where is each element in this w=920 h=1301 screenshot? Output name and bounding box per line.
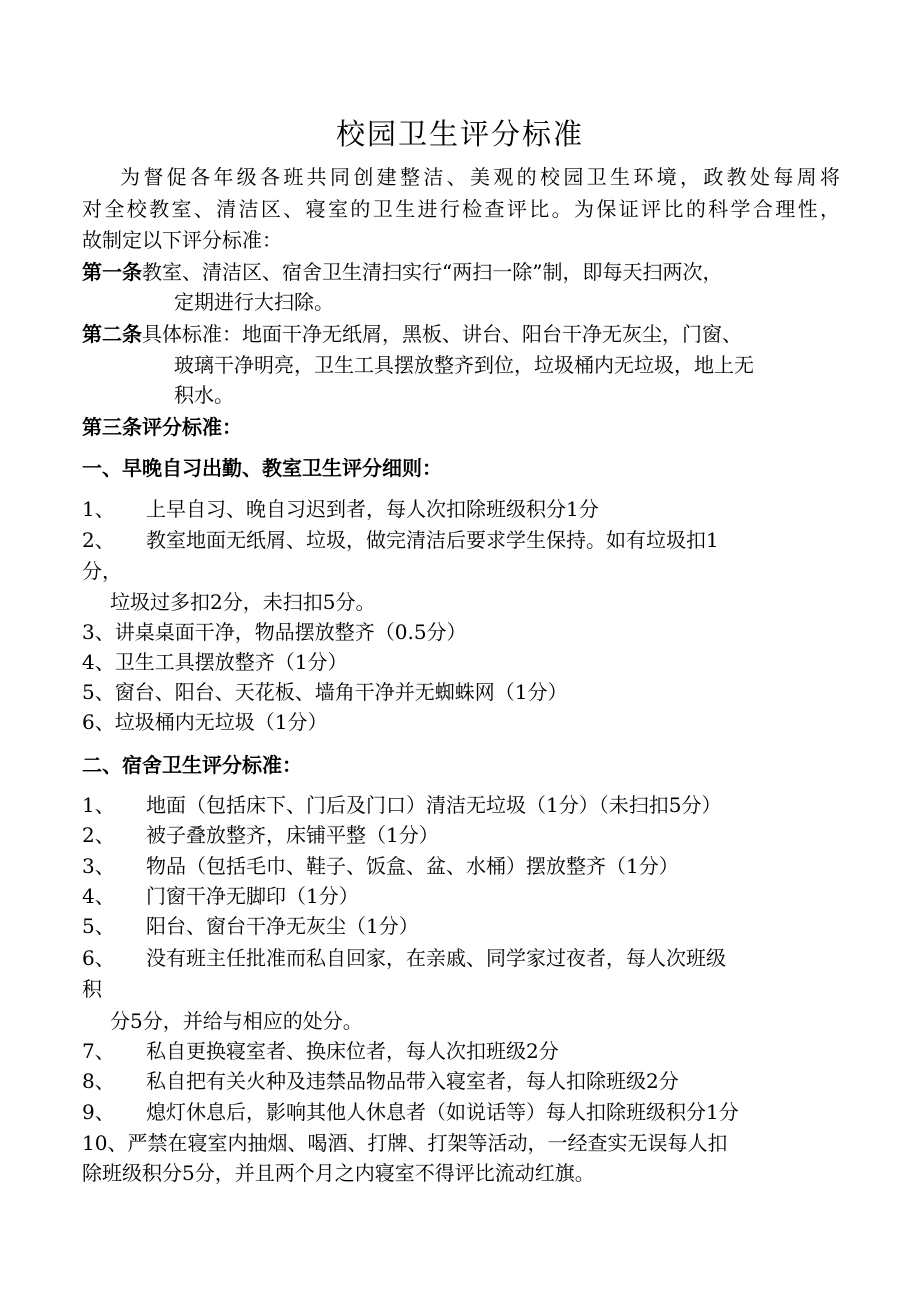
article-1 <box>82 257 722 287</box>
sec2-item-5 <box>82 911 419 941</box>
sec2-item-10-continuation: 除班级积分5分，并且两个月之内寝室不得评比流动红旗。 <box>82 1161 595 1185</box>
article-1-text: 教室、清洁区、宿舍卫生清扫实行“两扫一除”制，即每天扫两次， <box>142 260 723 284</box>
item-number: 3、 <box>82 620 115 644</box>
sec1-item-3 <box>82 617 467 647</box>
item-number: 5、 <box>82 680 115 704</box>
sec2-item-6-wrap: 积 <box>82 977 102 1001</box>
item-text: 严禁在寝室内抽烟、喝酒、打牌、打架等活动，一经查实无误每人扣 <box>127 1131 728 1155</box>
item-number: 7、 <box>82 1039 115 1063</box>
sec1-item-4 <box>82 647 347 677</box>
sec2-item-8 <box>82 1066 679 1096</box>
intro-line-2: 对全校教室、清洁区、寝室的卫生进行检查评比。为保证评比的科学合理性， <box>82 197 840 221</box>
sec1-item-2-continuation: 垃圾过多扣2分，未扫扣5分。 <box>110 590 376 614</box>
sec2-item-1 <box>82 790 721 820</box>
item-number: 1、 <box>82 793 115 817</box>
item-number: 6、 <box>82 710 115 734</box>
article-2-text: 具体标准：地面干净无纸屑，黑板、讲台、阳台干净无灰尘，门窗、 <box>142 322 742 346</box>
item-number: 5、 <box>82 914 115 938</box>
sec2-item-2 <box>82 820 439 850</box>
item-number: 4、 <box>82 650 115 674</box>
sec2-item-6-continuation: 分5分，并给与相应的处分。 <box>110 1009 363 1033</box>
item-text: 门窗干净无脚印（1分） <box>146 884 359 908</box>
sec2-item-7 <box>82 1036 559 1066</box>
item-text: 阳台、窗台干净无灰尘（1分） <box>146 914 419 938</box>
item-text: 垃圾桶内无垃圾（1分） <box>114 710 328 734</box>
item-text: 没有班主任批准而私自回家，在亲戚、同学家过夜者，每人次班级 <box>146 946 726 970</box>
item-text: 熄灯休息后，影响其他人休息者（如说话等）每人扣除班级积分1分 <box>146 1100 739 1124</box>
sec1-item-2 <box>82 525 719 555</box>
item-number: 1、 <box>82 497 115 521</box>
article-2 <box>82 319 742 349</box>
section-1-heading: 一、早晚自习出勤、教室卫生评分细则： <box>82 456 442 480</box>
article-3-heading: 第三条评分标准： <box>82 415 242 439</box>
sec1-item-6 <box>82 707 327 737</box>
sec1-item-1 <box>82 494 599 524</box>
intro-line-3: 故制定以下评分标准： <box>82 228 282 252</box>
sec2-item-4 <box>82 881 359 911</box>
article-1-label: 第一条 <box>82 260 142 284</box>
sec1-item-2-wrap: 分， <box>82 559 122 583</box>
item-number: 9、 <box>82 1100 115 1124</box>
sec2-item-6 <box>82 943 726 973</box>
article-1-continuation: 定期进行大扫除。 <box>174 290 334 314</box>
sec2-item-9 <box>82 1097 739 1127</box>
item-text: 私自把有关火种及违禁品物品带入寝室者，每人扣除班级2分 <box>146 1069 679 1093</box>
item-number: 2、 <box>82 823 115 847</box>
intro-line-1: 为督促各年级各班共同创建整洁、美观的校园卫生环境，政教处每周将 <box>120 165 840 189</box>
article-2-continuation-2: 积水。 <box>174 383 234 407</box>
item-number: 10、 <box>82 1131 128 1155</box>
article-2-label: 第二条 <box>82 322 142 346</box>
item-number: 3、 <box>82 854 115 878</box>
item-text: 地面（包括床下、门后及门口）清洁无垃圾（1分）（未扫扣5分） <box>146 793 722 817</box>
item-text: 教室地面无纸屑、垃圾，做完清洁后要求学生保持。如有垃圾扣1 <box>146 528 719 552</box>
sec2-item-10 <box>82 1128 727 1158</box>
item-number: 2、 <box>82 528 115 552</box>
item-text: 卫生工具摆放整齐（1分） <box>114 650 348 674</box>
section-2-heading: 二、宿舍卫生评分标准： <box>82 753 302 777</box>
article-2-continuation-1: 玻璃干净明亮，卫生工具摆放整齐到位，垃圾桶内无垃圾，地上无 <box>174 353 754 377</box>
item-text: 私自更换寝室者、换床位者，每人次扣班级2分 <box>146 1039 559 1063</box>
item-text: 物品（包括毛巾、鞋子、饭盒、盆、水桶）摆放整齐（1分） <box>146 854 679 878</box>
item-number: 8、 <box>82 1069 115 1093</box>
item-text: 被子叠放整齐，床铺平整（1分） <box>146 823 439 847</box>
sec2-item-3 <box>82 851 679 881</box>
sec1-item-5 <box>82 677 567 707</box>
item-text: 窗台、阳台、天花板、墙角干净并无蜘蛛网（1分） <box>114 680 568 704</box>
item-text: 讲桌桌面干净，物品摆放整齐（0.5分） <box>114 620 467 644</box>
item-number: 6、 <box>82 946 115 970</box>
document-title: 校园卫生评分标准 <box>335 117 584 151</box>
item-text: 上早自习、晚自习迟到者，每人次扣除班级积分1分 <box>146 497 599 521</box>
item-number: 4、 <box>82 884 115 908</box>
